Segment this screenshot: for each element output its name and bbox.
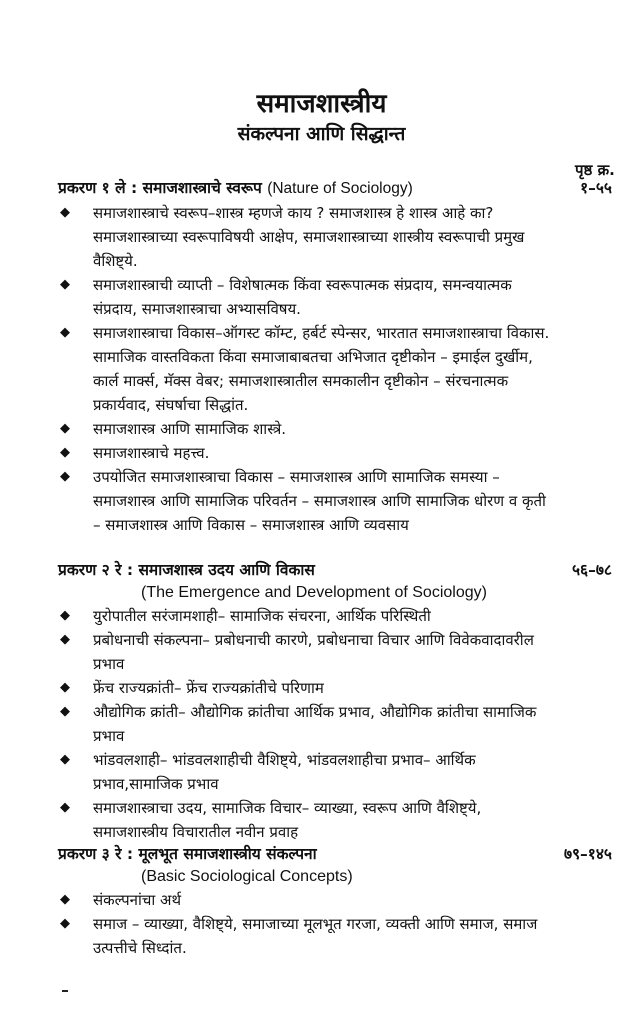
chapter-3 xyxy=(58,842,618,960)
chapter-english-title: (Nature of Sociology) xyxy=(267,180,413,197)
item-text: संकल्पनांचा अर्थ xyxy=(93,891,182,909)
chapter-heading xyxy=(58,842,618,866)
item-text: समाज – व्याख्या, वैशिष्ट्ये, समाजाच्या मूलभूत गरजा, व्यक्ती आणि समाज, समाज उत्पत्तीचे सिध्दांत. xyxy=(93,915,538,957)
bullet-diamond-icon: ◆ xyxy=(60,632,70,647)
scan-mark xyxy=(62,990,68,992)
chapter-english-title: (The Emergence and Development of Sociology) xyxy=(141,584,487,601)
chapter-1 xyxy=(58,176,618,537)
paragraph: सामाजिक वास्तविकता किंवा समाजाबाबतचा अभिजात दृष्टीकोन – इमाईल दुर्खीम, कार्ल मार्क्स, मॅक्स वेबर; समाजशास्त्रातील समकालीन दृष्टीकोन – संरचनात्मक प्रकार्यवाद, संघर्षाचा सिद्धांत. xyxy=(93,348,533,414)
chapter-title: प्रकरण २ रे : समाजशास्त्र उदय आणि विकास xyxy=(58,561,315,579)
item-text: युरोपातील सरंजामशाही– सामाजिक संचरना, आर्थिक परिस्थिती xyxy=(93,607,431,625)
page-number-header: पृष्ठ क्र. xyxy=(575,161,615,179)
chapter-heading xyxy=(58,176,618,201)
chapter-title: प्रकरण ३ रे : मूलभूत समाजशास्त्रीय संकल्पना xyxy=(58,845,317,863)
bullet-diamond-icon: ◆ xyxy=(60,608,70,623)
bullet-diamond-icon: ◆ xyxy=(60,421,70,436)
list-item xyxy=(58,912,553,960)
chapter-pages: १–५५ xyxy=(580,179,612,197)
item-text: समाजशास्त्राचे स्वरूप–शास्त्र म्हणजे काय ? समाजशास्त्र हे शास्त्र आहे का? समाजशास्त्राच्या स्वरूपाविषयी आक्षेप, समाजशास्त्राच्या शास्त्रीय स्वरूपाची प्रमुख वैशिष्ट्ये. xyxy=(93,204,525,270)
bullet-diamond-icon: ◆ xyxy=(60,445,70,460)
item-text: समाजशास्त्राचा विकास–ऑगस्ट कॉम्ट, हर्बर्ट स्पेन्सर, भारतात समाजशास्त्राचा विकास. xyxy=(93,324,550,342)
item-text: समाजशास्त्राची व्याप्ती – विशेषात्मक किंवा स्वरूपात्मक संप्रदाय, समन्वयात्मक संप्रदाय, समाजशास्त्राचा अभ्यासविषय. xyxy=(93,276,512,318)
bullet-diamond-icon: ◆ xyxy=(60,892,70,907)
list-item xyxy=(58,441,553,465)
list-item xyxy=(58,321,553,345)
item-text: भांडवलशाही– भांडवलशाहीची वैशिष्ट्ये, भांडवलशाहीचा प्रभाव– आर्थिक प्रभाव,सामाजिक प्रभाव xyxy=(93,751,476,793)
bullet-diamond-icon: ◆ xyxy=(60,469,70,484)
list-item xyxy=(58,676,553,700)
item-text: समाजशास्त्राचे महत्त्व. xyxy=(93,444,210,462)
list-item xyxy=(58,888,553,912)
list-item xyxy=(58,273,553,321)
item-text: उपयोजित समाजशास्त्राचा विकास – समाजशास्त्र आणि सामाजिक समस्या – समाजशास्त्र आणि सामाजिक परिवर्तन – समाजशास्त्र आणि सामाजिक धोरण व कृती – समाजशास्त्र आणि विकास – समाजशास्त्र आणि व्यवसाय xyxy=(93,468,546,534)
bullet-diamond-icon: ◆ xyxy=(60,752,70,767)
list-item xyxy=(58,748,553,796)
item-text: समाजशास्त्राचा उदय, सामाजिक विचार– व्याख्या, स्वरूप आणि वैशिष्ट्ये, समाजशास्त्रीय विचारातील नवीन प्रवाह xyxy=(93,799,482,841)
list-item xyxy=(58,604,553,628)
list-item xyxy=(58,796,553,844)
list-item xyxy=(58,417,553,441)
bullet-diamond-icon: ◆ xyxy=(60,277,70,292)
bullet-diamond-icon: ◆ xyxy=(60,325,70,340)
chapter-heading xyxy=(58,558,618,582)
chapter-title: प्रकरण १ ले : समाजशास्त्राचे स्वरूप xyxy=(58,179,262,197)
bullet-diamond-icon: ◆ xyxy=(60,704,70,719)
chapter-pages: ७९–१४५ xyxy=(563,845,612,863)
list-item xyxy=(58,628,553,676)
bullet-diamond-icon: ◆ xyxy=(60,916,70,931)
bullet-diamond-icon: ◆ xyxy=(60,205,70,220)
item-text: समाजशास्त्र आणि सामाजिक शास्त्रे. xyxy=(93,420,287,438)
page-subtitle: संकल्पना आणि सिद्धान्त xyxy=(237,123,406,145)
item-text: प्रबोधनाची संकल्पना– प्रबोधनाची कारणे, प्रबोधनाचा विचार आणि विवेकवादावरील प्रभाव xyxy=(93,631,534,673)
bullet-diamond-icon: ◆ xyxy=(60,800,70,815)
chapter-2 xyxy=(58,558,618,844)
item-text: फ्रेंच राज्यक्रांती– फ्रेंच राज्यक्रांतीचे परिणाम xyxy=(93,679,324,697)
list-item xyxy=(58,465,553,537)
chapter-pages: ५६–७८ xyxy=(572,561,612,579)
item-text: औद्योगिक क्रांती– औद्योगिक क्रांतीचा आर्थिक प्रभाव, औद्योगिक क्रांतीचा सामाजिक प्रभाव xyxy=(93,703,537,745)
page-title: समाजशास्त्रीय xyxy=(256,89,387,119)
list-item xyxy=(58,700,553,748)
chapter-english-title: (Basic Sociological Concepts) xyxy=(141,868,353,885)
list-item xyxy=(58,201,553,273)
bullet-diamond-icon: ◆ xyxy=(60,680,70,695)
